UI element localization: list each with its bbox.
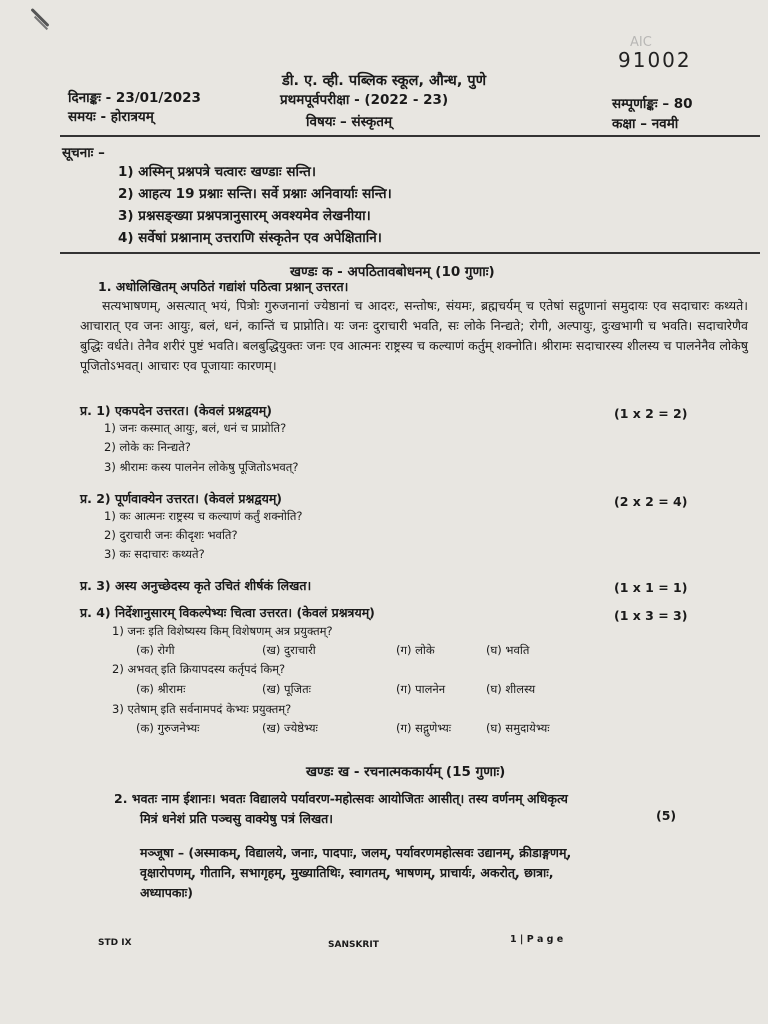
mcq-option: (क) श्रीरामः <box>136 682 186 696</box>
instruction-item: 2) आहत्य 19 प्रश्नाः सन्ति। सर्वे प्रश्नाः अनिवार्याः सन्ति। <box>118 186 392 202</box>
section-a-title: खण्डः क - अपठितावबोधनम् (10 गुणाः) <box>290 264 495 280</box>
word-box-line2: वृक्षारोपणम्, गीतानि, सभागृहम्, मुख्यातिथिः, स्वागतम्, भाषणम्, प्राचार्यः, अकरोत्, छात्राः, <box>140 865 554 880</box>
p1-marks: (1 x 2 = 2) <box>614 406 688 421</box>
q2-line2: मित्रं धनेशं प्रति पञ्चसु वाक्येषु पत्रं लिखत। <box>140 811 334 826</box>
mcq-option: (ख) दुराचारी <box>262 643 316 657</box>
mcq-question: 1) जनः इति विशेष्यस्य किम् विशेषणम् अत्र प्रयुक्तम्? <box>112 624 333 638</box>
p2-marks: (2 x 2 = 4) <box>614 494 688 509</box>
total-marks: सम्पूर्णाङ्कः – 80 <box>612 96 693 112</box>
p4-title: प्र. 4) निर्देशानुसारम् विकल्पेभ्यः चित्वा उत्तरत। (केवलं प्रश्नत्रयम्) <box>80 605 375 620</box>
instruction-item: 4) सर्वेषां प्रश्नानाम् उत्तराणि संस्कृतेन एव अपेक्षितानि। <box>118 230 382 246</box>
mcq-option: (ग) लोके <box>396 643 435 657</box>
word-box-line3: अध्यापकाः) <box>140 885 193 900</box>
question-item: 2) लोके कः निन्द्यते? <box>104 440 191 454</box>
header-divider <box>60 135 760 137</box>
unseen-passage: सत्यभाषणम्, असत्यात् भयं, पित्रोः गुरुजनानां ज्येष्ठानां च आदरः, सन्तोषः, संयमः, ब्रह्मचर्यम् च एतेषां सद्गुणानां समुदायः एव सदाचारः कथ्यते। आचारात् एव जनः आयुः, बलं, धनं, कान्तिं च प्राप्नोति। यः जनः दुराचारी भवति, सः लोके निन्द्यते; रोगी, अल्पायुः, दुःखभागी च भवति। सदाचारेणैव बुद्धिः वर्धते। तेनैव शरीरं पुष्टं भवति। बलबुद्धियुक्तः जनः एव आत्मनः राष्ट्रस्य च कल्याणं कर्तुम् शक्नोति। श्रीरामः सदाचारस्य शीलस्य च पालनेनैव लोकेषु पूजितोऽभवत्। आचारः एव पूजायाः कारणम्। <box>80 298 748 373</box>
section-b-title: खण्डः ख - रचनात्मककार्यम् (15 गुणाः) <box>306 764 506 780</box>
mcq-option: (क) रोगी <box>136 643 175 657</box>
mcq-question: 2) अभवत् इति क्रियापदस्य कर्तृपदं किम्? <box>112 662 286 676</box>
mcq-option: (ग) सद्गुणेभ्यः <box>396 721 452 735</box>
exam-title: प्रथमपूर्वपरीक्षा - (2022 - 23) <box>280 92 449 108</box>
class-name: कक्षा – नवमी <box>612 116 679 132</box>
mcq-option: (ख) पूजितः <box>262 682 311 696</box>
footer-page-number: 1 | P a g e <box>510 934 564 945</box>
instructions-divider <box>60 252 760 254</box>
word-box-line1: मञ्जूषा – (अस्माकम्, विद्यालये, जनाः, पादपाः, जलम्, पर्यावरणमहोत्सवः उद्यानम्, क्रीडाङ्गणम्, <box>140 845 572 860</box>
instruction-item: 1) अस्मिन् प्रश्नपत्रे चत्वारः खण्डाः सन्ति। <box>118 164 316 180</box>
q2-line1: 2. भवतः नाम ईशानः। भवतः विद्यालये पर्यावरण-महोत्सवः आयोजितः आसीत्। तस्य वर्णनम् अधिकृत्य <box>114 791 568 806</box>
exam-time: समयः - होरात्रयम् <box>68 109 154 125</box>
exam-date: दिनाङ्कः - 23/01/2023 <box>68 90 201 106</box>
q1-heading: 1. अधोलिखितम् अपठितं गद्यांशं पठित्वा प्रश्नान् उत्तरत। <box>98 279 349 294</box>
question-item: 1) कः आत्मनः राष्ट्रस्य च कल्याणं कर्तुं शक्नोति? <box>104 509 303 523</box>
mcq-option: (क) गुरुजनेभ्यः <box>136 721 200 735</box>
mcq-option: (ख) ज्येष्ठेभ्यः <box>262 721 318 735</box>
question-item: 2) दुराचारी जनः कीदृशः भवति? <box>104 528 238 542</box>
p3-marks: (1 x 1 = 1) <box>614 580 688 595</box>
handwritten-code: 91002 <box>618 48 692 72</box>
footer-subject: SANSKRIT <box>328 940 379 950</box>
footer-std: STD IX <box>98 938 132 948</box>
faint-stamp: AIC <box>630 35 652 50</box>
q2-marks: (5) <box>656 808 677 823</box>
mcq-option: (ग) पालनेन <box>396 682 446 696</box>
school-name: डी. ए. व्ही. पब्लिक स्कूल, औन्ध, पुणे <box>282 73 487 89</box>
p4-marks: (1 x 3 = 3) <box>614 608 688 623</box>
question-item: 1) जनः कस्मात् आयुः, बलं, धनं च प्राप्नोति? <box>104 421 287 435</box>
mcq-option: (घ) शीलस्य <box>486 682 536 696</box>
instruction-item: 3) प्रश्नसङ्ख्या प्रश्नपत्रानुसारम् अवश्यमेव लेखनीया। <box>118 208 371 224</box>
question-item: 3) कः सदाचारः कथ्यते? <box>104 547 205 561</box>
question-item: 3) श्रीरामः कस्य पालनेन लोकेषु पूजितोऽभवत्? <box>104 460 299 474</box>
p1-title: प्र. 1) एकपदेन उत्तरत। (केवलं प्रश्नद्वयम्) <box>80 403 272 418</box>
mcq-question: 3) एतेषाम् इति सर्वनामपदं केभ्यः प्रयुक्तम्? <box>112 702 292 716</box>
p3-title: प्र. 3) अस्य अनुच्छेदस्य कृते उचितं शीर्षकं लिखत। <box>80 578 312 593</box>
p2-title: प्र. 2) पूर्णवाक्येन उत्तरत। (केवलं प्रश्नद्वयम्) <box>80 491 283 506</box>
mcq-option: (घ) समुदायेभ्यः <box>486 721 550 735</box>
instructions-title: सूचनाः – <box>62 145 105 161</box>
subject-title: विषयः – संस्कृतम् <box>306 114 393 130</box>
mcq-option: (घ) भवति <box>486 643 530 657</box>
